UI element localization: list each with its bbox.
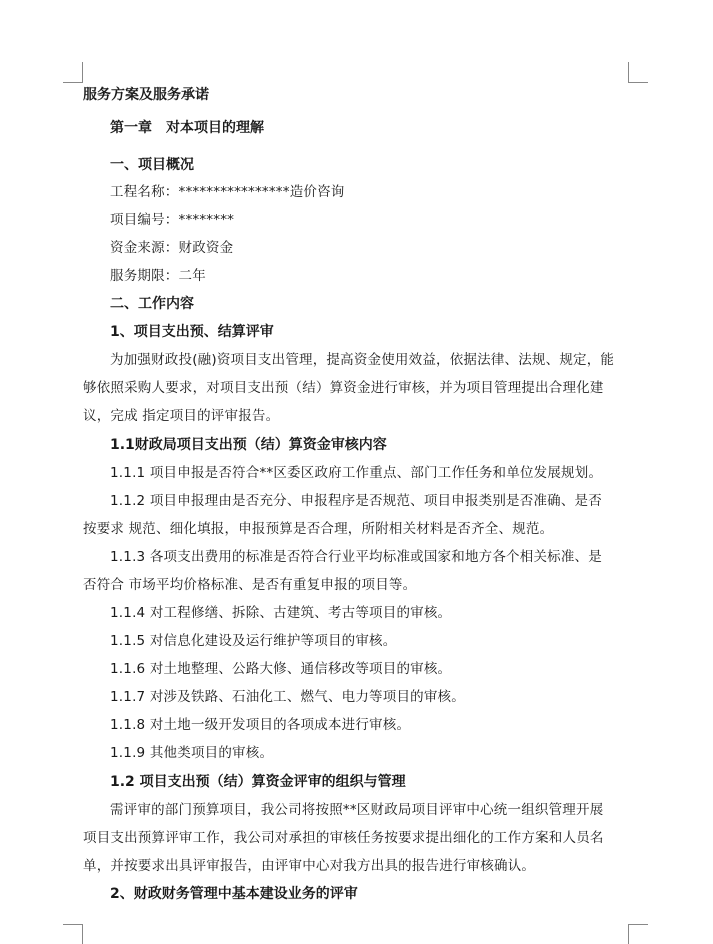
list-item: 1.1.8 对土地一级开发项目的各项成本进行审核。 bbox=[110, 717, 411, 733]
paragraph-line: 议，完成 指定项目的评审报告。 bbox=[83, 408, 280, 424]
list-item: 1.1.2 项目申报理由是否充分、申报程序是否规范、项目申报类别是否准确、是否 bbox=[110, 493, 602, 509]
field-service-period: 服务期限：二年 bbox=[110, 268, 206, 284]
field-project-name: 工程名称：****************造价咨询 bbox=[110, 184, 345, 200]
subsection-heading: 2、财政财务管理中基本建设业务的评审 bbox=[110, 886, 358, 902]
crop-mark bbox=[628, 82, 648, 83]
crop-mark bbox=[63, 924, 83, 925]
chapter-heading: 第一章 对本项目的理解 bbox=[110, 120, 264, 136]
crop-mark bbox=[82, 62, 83, 82]
field-funding-source: 资金来源：财政资金 bbox=[110, 240, 234, 256]
section-heading: 二、工作内容 bbox=[110, 296, 194, 312]
crop-mark bbox=[628, 924, 629, 944]
list-item-continuation: 按要求 规范、细化填报，申报预算是否合理，所附相关材料是否齐全、规范。 bbox=[83, 521, 554, 537]
list-item: 1.1.4 对工程修缮、拆除、古建筑、考古等项目的审核。 bbox=[110, 605, 452, 621]
paragraph-line: 单，并按要求出具评审报告，由评审中心对我方出具的报告进行审核确认。 bbox=[83, 858, 536, 874]
crop-mark bbox=[82, 924, 83, 944]
list-item: 1.1.7 对涉及铁路、石油化工、燃气、电力等项目的审核。 bbox=[110, 689, 465, 705]
list-item: 1.1.9 其他类项目的审核。 bbox=[110, 745, 274, 761]
subsection-heading: 1、项目支出预、结算评审 bbox=[110, 324, 274, 340]
paragraph-line: 需评审的部门预算项目，我公司将按照**区财政局项目评审中心统一组织管理开展 bbox=[110, 802, 604, 818]
subsection-heading: 1.2 项目支出预（结）算资金评审的组织与管理 bbox=[110, 774, 406, 790]
list-item: 1.1.3 各项支出费用的标准是否符合行业平均标准或国家和地方各个相关标准、是 bbox=[110, 549, 602, 565]
crop-mark bbox=[63, 82, 83, 83]
crop-mark bbox=[628, 62, 629, 82]
list-item: 1.1.6 对土地整理、公路大修、通信移改等项目的审核。 bbox=[110, 661, 452, 677]
paragraph-line: 项目支出预算评审工作，我公司对承担的审核任务按要求提出细化的工作方案和人员名 bbox=[83, 830, 604, 846]
doc-title: 服务方案及服务承诺 bbox=[83, 87, 209, 103]
paragraph-line: 为加强财政投(融)资项目支出管理，提高资金使用效益，依据法律、法规、规定，能 bbox=[110, 352, 615, 368]
crop-mark bbox=[628, 924, 648, 925]
list-item: 1.1.5 对信息化建设及运行维护等项目的审核。 bbox=[110, 633, 397, 649]
paragraph-line: 够依照采购人要求，对项目支出预（结）算资金进行审核，并为项目管理提出合理化建 bbox=[83, 380, 604, 396]
section-heading: 一、项目概况 bbox=[110, 157, 194, 173]
list-item-continuation: 否符合 市场平均价格标准、是否有重复申报的项目等。 bbox=[83, 577, 417, 593]
list-item: 1.1.1 项目申报是否符合**区委区政府工作重点、部门工作任务和单位发展规划。 bbox=[110, 465, 603, 481]
subsection-heading: 1.1财政局项目支出预（结）算资金审核内容 bbox=[110, 437, 387, 453]
field-project-number: 项目编号：******** bbox=[110, 212, 235, 228]
